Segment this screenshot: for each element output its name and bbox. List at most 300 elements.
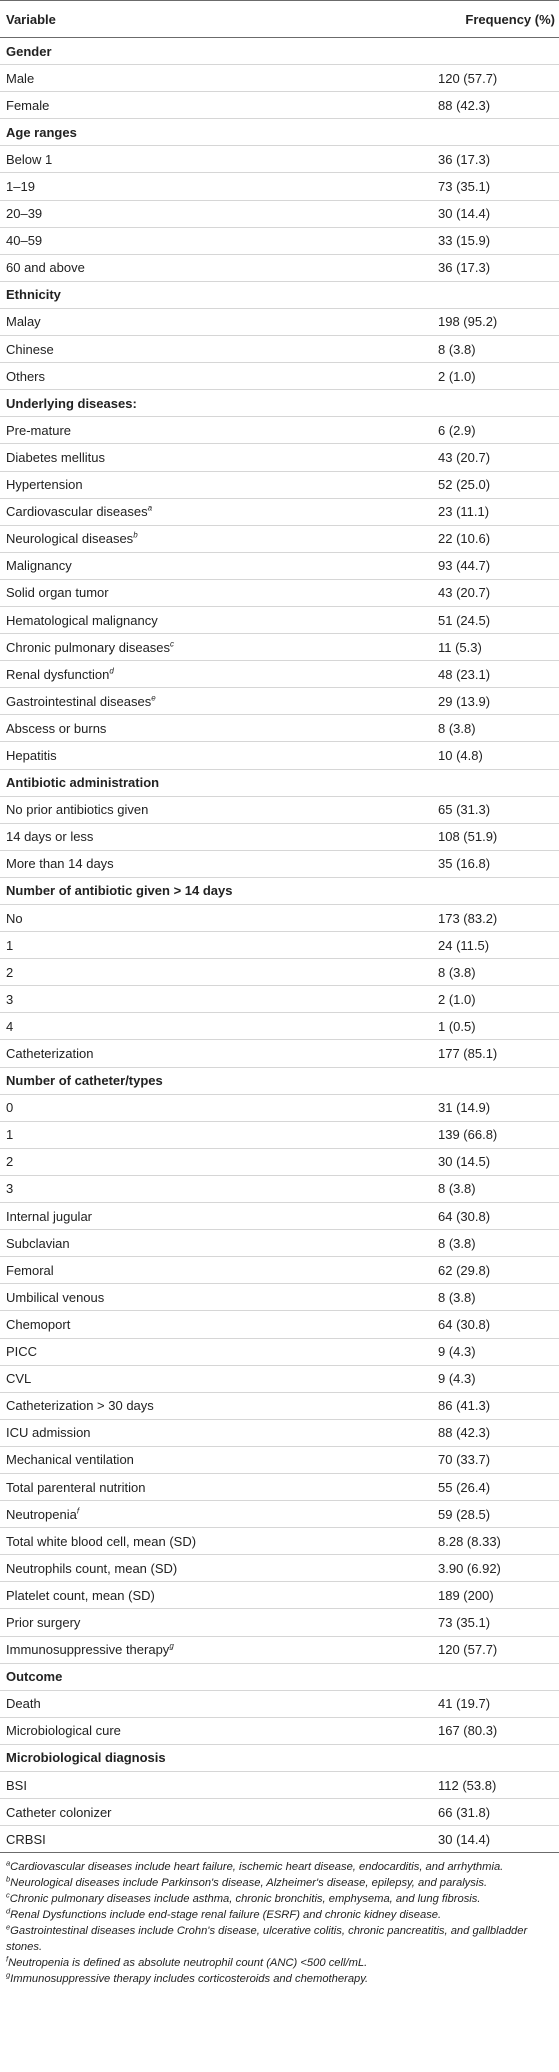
variable-cell (0, 1473, 438, 1500)
footnote (6, 1875, 555, 1891)
variable-cell (0, 1528, 438, 1555)
frequency-cell: 43 (20.7) (438, 444, 559, 471)
variable-label: Female (6, 97, 50, 113)
frequency-cell: 41 (19.7) (438, 1690, 559, 1717)
footnote-text: Neurological diseases include Parkinson's disease, Alzheimer's disease, epilepsy, and paralysis. (10, 1877, 488, 1890)
variable-cell (0, 661, 438, 688)
variable-label: Underlying diseases: (6, 395, 137, 411)
footnote-text: Neutropenia is defined as absolute neutrophil count (ANC) <500 cell/mL. (8, 1957, 368, 1970)
variable-cell (0, 1582, 438, 1609)
footnote (6, 1891, 555, 1907)
frequency-cell: 8 (3.8) (438, 336, 559, 363)
table-row (0, 471, 559, 498)
table-row (0, 715, 559, 742)
section-row (0, 1663, 559, 1690)
variable-label: Diabetes mellitus (6, 449, 105, 465)
frequency-cell: 51 (24.5) (438, 606, 559, 633)
variable-cell (0, 417, 438, 444)
table-row (0, 1636, 559, 1663)
table-row (0, 850, 559, 877)
variable-label: Hepatitis (6, 747, 57, 763)
frequency-cell: 9 (4.3) (438, 1338, 559, 1365)
variable-label: PICC (6, 1344, 38, 1360)
variable-cell (0, 1690, 438, 1717)
variable-cell (0, 363, 438, 390)
variable-cell (0, 1230, 438, 1257)
variable-cell (0, 634, 438, 661)
table-row (0, 1392, 559, 1419)
variable-cell (0, 742, 438, 769)
variable-label: Malay (6, 314, 41, 330)
variable-cell (0, 986, 438, 1013)
footnote-text: Chronic pulmonary diseases include asthma, chronic bronchitis, emphysema, and lung fibrosis. (9, 1893, 481, 1906)
variable-label: Neutrophils count, mean (SD) (6, 1560, 178, 1576)
variable-label: 20–39 (6, 206, 43, 222)
variable-cell (0, 1121, 438, 1148)
frequency-cell (438, 281, 559, 308)
frequency-cell: 35 (16.8) (438, 850, 559, 877)
frequency-cell: 2 (1.0) (438, 363, 559, 390)
frequency-cell: 3.90 (6.92) (438, 1555, 559, 1582)
variable-label: 1–19 (6, 179, 35, 195)
table-row (0, 498, 559, 525)
variable-cell (0, 905, 438, 932)
variable-label: 0 (6, 1100, 14, 1116)
variable-cell (0, 1799, 438, 1826)
frequency-cell: 64 (30.8) (438, 1311, 559, 1338)
variable-cell (0, 498, 438, 525)
frequency-cell (438, 1663, 559, 1690)
table-row (0, 444, 559, 471)
variable-cell (0, 1203, 438, 1230)
frequency-cell: 59 (28.5) (438, 1501, 559, 1528)
footnote-mark: e (6, 1922, 11, 1932)
table-row (0, 634, 559, 661)
footnote (6, 1923, 555, 1955)
footnote-marker: f (76, 1506, 80, 1516)
table-row (0, 1501, 559, 1528)
footnote-marker: g (169, 1641, 174, 1651)
variable-label: Mechanical ventilation (6, 1452, 134, 1468)
frequency-cell: 30 (14.5) (438, 1148, 559, 1175)
table-row (0, 1582, 559, 1609)
header-row (0, 1, 559, 38)
variable-cell (0, 1609, 438, 1636)
variable-cell (0, 1663, 438, 1690)
frequency-cell: 29 (13.9) (438, 688, 559, 715)
variable-cell (0, 390, 438, 417)
table-row (0, 1473, 559, 1500)
table-row (0, 1311, 559, 1338)
variable-label: No prior antibiotics given (6, 802, 149, 818)
variable-label: ICU admission (6, 1425, 91, 1441)
variable-label: Malignancy (6, 558, 72, 574)
frequency-cell (438, 877, 559, 904)
footnote-text: Gastrointestinal diseases include Crohn's disease, ulcerative colitis, chronic pancreatitis, and gallbladder stones. (6, 1925, 528, 1954)
footnote-marker: b (133, 530, 138, 540)
variable-label: Immunosuppressive therapy (6, 1642, 170, 1658)
table-row (0, 579, 559, 606)
frequency-cell: 120 (57.7) (438, 65, 559, 92)
footnote (6, 1859, 555, 1875)
table-row (0, 796, 559, 823)
variable-cell (0, 579, 438, 606)
table-row (0, 661, 559, 688)
frequency-cell: 30 (14.4) (438, 1826, 559, 1853)
variable-cell (0, 92, 438, 119)
variable-cell (0, 1365, 438, 1392)
table-row (0, 308, 559, 335)
footnote (6, 1907, 555, 1923)
footnote-marker: e (151, 693, 156, 703)
variable-label: Renal dysfunction (6, 666, 110, 682)
variable-label: Age ranges (6, 124, 77, 140)
table-row (0, 1826, 559, 1853)
table-row (0, 1419, 559, 1446)
variable-label: Chinese (6, 341, 54, 357)
frequency-cell (438, 1744, 559, 1771)
frequency-cell: 24 (11.5) (438, 932, 559, 959)
table-row (0, 552, 559, 579)
variable-cell (0, 308, 438, 335)
variable-cell (0, 119, 438, 146)
variable-cell (0, 1040, 438, 1067)
variable-label: Neutropenia (6, 1506, 77, 1522)
table-header (0, 1, 559, 38)
table-row (0, 1338, 559, 1365)
variable-cell (0, 1446, 438, 1473)
variable-cell (0, 1067, 438, 1094)
variable-cell (0, 1338, 438, 1365)
table-row (0, 200, 559, 227)
table-row (0, 173, 559, 200)
variable-label: 2 (6, 1154, 14, 1170)
variable-cell (0, 715, 438, 742)
footnotes (0, 1853, 559, 1987)
variable-label: Gender (6, 43, 52, 59)
variable-cell (0, 38, 438, 65)
table-row (0, 525, 559, 552)
variable-label: Ethnicity (6, 287, 61, 303)
variable-label: 60 and above (6, 260, 85, 276)
variable-cell (0, 525, 438, 552)
section-row (0, 38, 559, 65)
variable-label: Number of catheter/types (6, 1073, 163, 1089)
variable-cell (0, 1175, 438, 1202)
footnote-marker: d (109, 666, 114, 676)
table-row (0, 1528, 559, 1555)
variable-cell (0, 254, 438, 281)
table-row (0, 1175, 559, 1202)
table-body (0, 38, 559, 1853)
frequency-cell (438, 119, 559, 146)
variable-label: Total parenteral nutrition (6, 1479, 146, 1495)
variable-label: 4 (6, 1018, 14, 1034)
variable-cell (0, 552, 438, 579)
frequency-cell: 73 (35.1) (438, 1609, 559, 1636)
table-row (0, 336, 559, 363)
variable-label: Others (6, 368, 46, 384)
table-row (0, 1555, 559, 1582)
variable-cell (0, 281, 438, 308)
variable-cell (0, 1636, 438, 1663)
variable-label: 1 (6, 1127, 14, 1143)
variable-label: Below 1 (6, 151, 53, 167)
table-row (0, 1040, 559, 1067)
table-row (0, 1446, 559, 1473)
frequency-cell: 8 (3.8) (438, 1284, 559, 1311)
variable-label: Chronic pulmonary diseases (6, 639, 171, 655)
variable-label: No (6, 910, 23, 926)
variable-cell (0, 959, 438, 986)
frequency-cell: 108 (51.9) (438, 823, 559, 850)
variable-cell (0, 1094, 438, 1121)
table-row (0, 92, 559, 119)
variable-cell (0, 1744, 438, 1771)
variable-cell (0, 1717, 438, 1744)
footnote-marker: a (147, 503, 153, 513)
variable-cell (0, 688, 438, 715)
variable-cell (0, 1257, 438, 1284)
variable-label: Outcome (6, 1669, 63, 1685)
frequency-cell: 23 (11.1) (438, 498, 559, 525)
variable-label: Femoral (6, 1262, 54, 1278)
table-row (0, 1094, 559, 1121)
variable-label: Death (6, 1696, 41, 1712)
footnote-mark: d (6, 1906, 11, 1916)
variable-label: Cardiovascular diseases (6, 504, 148, 520)
frequency-cell: 30 (14.4) (438, 200, 559, 227)
frequency-cell: 33 (15.9) (438, 227, 559, 254)
variable-cell (0, 877, 438, 904)
frequency-cell: 139 (66.8) (438, 1121, 559, 1148)
variable-label: Catheterization (6, 1046, 94, 1062)
variable-cell (0, 1311, 438, 1338)
frequency-cell: 11 (5.3) (438, 634, 559, 661)
variable-cell (0, 65, 438, 92)
variable-label: BSI (6, 1777, 27, 1793)
frequency-cell: 173 (83.2) (438, 905, 559, 932)
variable-cell (0, 823, 438, 850)
frequency-cell: 177 (85.1) (438, 1040, 559, 1067)
section-row (0, 1067, 559, 1094)
frequency-cell: 8.28 (8.33) (438, 1528, 559, 1555)
variable-label: Neurological diseases (6, 531, 134, 547)
variable-cell (0, 200, 438, 227)
variable-label: Chemoport (6, 1316, 71, 1332)
frequency-cell: 8 (3.8) (438, 1230, 559, 1257)
variable-label: More than 14 days (6, 856, 114, 872)
table-row (0, 688, 559, 715)
footnote-marker: c (170, 639, 175, 649)
variable-cell (0, 1013, 438, 1040)
variable-label: 1 (6, 937, 14, 953)
frequency-cell (438, 1067, 559, 1094)
variable-cell (0, 850, 438, 877)
variable-label: 2 (6, 964, 14, 980)
variable-label: Catheter colonizer (6, 1804, 112, 1820)
frequency-cell: 9 (4.3) (438, 1365, 559, 1392)
variable-label: Umbilical venous (6, 1289, 105, 1305)
table-row (0, 1799, 559, 1826)
footnote (6, 1955, 555, 1971)
variable-label: Subclavian (6, 1235, 70, 1251)
frequency-cell: 2 (1.0) (438, 986, 559, 1013)
variable-cell (0, 769, 438, 796)
table-row (0, 932, 559, 959)
variable-cell (0, 932, 438, 959)
table-row (0, 417, 559, 444)
frequency-cell: 10 (4.8) (438, 742, 559, 769)
frequency-cell (438, 390, 559, 417)
frequency-cell: 93 (44.7) (438, 552, 559, 579)
frequency-cell: 43 (20.7) (438, 579, 559, 606)
variable-label: 14 days or less (6, 829, 94, 845)
footnote-mark: g (6, 1970, 11, 1980)
frequency-cell: 88 (42.3) (438, 92, 559, 119)
frequency-cell: 8 (3.8) (438, 1175, 559, 1202)
frequency-cell: 64 (30.8) (438, 1203, 559, 1230)
frequency-cell: 55 (26.4) (438, 1473, 559, 1500)
variable-label: Total white blood cell, mean (SD) (6, 1533, 197, 1549)
footnote-mark: c (6, 1890, 10, 1900)
variable-label: Prior surgery (6, 1614, 81, 1630)
variable-cell (0, 796, 438, 823)
variable-cell (0, 471, 438, 498)
variable-label: Platelet count, mean (SD) (6, 1587, 155, 1603)
variable-cell (0, 227, 438, 254)
variable-label: Antibiotic administration (6, 775, 160, 791)
variable-label: Catheterization > 30 days (6, 1398, 154, 1414)
table-row (0, 986, 559, 1013)
variable-cell (0, 1826, 438, 1853)
variable-cell (0, 1392, 438, 1419)
frequency-cell: 198 (95.2) (438, 308, 559, 335)
table-row (0, 606, 559, 633)
variable-cell (0, 606, 438, 633)
frequency-cell: 8 (3.8) (438, 959, 559, 986)
header-frequency: Frequency (%) (438, 1, 559, 38)
variable-cell (0, 1555, 438, 1582)
variable-label: Solid organ tumor (6, 585, 109, 601)
footnote-text: Immunosuppressive therapy includes corticosteroids and chemotherapy. (10, 1973, 369, 1986)
variable-label: 3 (6, 1181, 14, 1197)
variable-cell (0, 1419, 438, 1446)
section-row (0, 119, 559, 146)
frequency-cell: 52 (25.0) (438, 471, 559, 498)
footnote (6, 1971, 555, 1987)
table-row (0, 1690, 559, 1717)
variable-cell (0, 336, 438, 363)
footnote-mark: b (6, 1874, 11, 1884)
variable-label: Hypertension (6, 477, 83, 493)
frequency-cell: 22 (10.6) (438, 525, 559, 552)
variable-label: Number of antibiotic given > 14 days (6, 883, 233, 899)
variable-label: 3 (6, 991, 14, 1007)
section-row (0, 390, 559, 417)
table-row (0, 905, 559, 932)
frequency-cell: 189 (200) (438, 1582, 559, 1609)
frequency-cell: 8 (3.8) (438, 715, 559, 742)
table-row (0, 1230, 559, 1257)
table-row (0, 1121, 559, 1148)
frequency-cell: 88 (42.3) (438, 1419, 559, 1446)
table-row (0, 1013, 559, 1040)
variable-label: Gastrointestinal diseases (6, 693, 152, 709)
table-row (0, 1717, 559, 1744)
variable-label: Microbiological diagnosis (6, 1750, 166, 1766)
variable-label: CRBSI (6, 1831, 46, 1847)
table-row (0, 1284, 559, 1311)
variable-label: Hematological malignancy (6, 612, 158, 628)
table-row (0, 1365, 559, 1392)
frequency-cell: 86 (41.3) (438, 1392, 559, 1419)
frequency-cell: 62 (29.8) (438, 1257, 559, 1284)
variable-label: CVL (6, 1371, 32, 1387)
section-row (0, 281, 559, 308)
section-row (0, 1744, 559, 1771)
footnote-text: Cardiovascular diseases include heart failure, ischemic heart disease, endocarditis, and arrhythmia. (10, 1861, 504, 1874)
variable-cell (0, 1772, 438, 1799)
variable-label: Abscess or burns (6, 720, 107, 736)
table-row (0, 959, 559, 986)
frequency-cell: 70 (33.7) (438, 1446, 559, 1473)
footnote-text: Renal Dysfunctions include end-stage renal failure (ESRF) and chronic kidney disease. (10, 1909, 442, 1922)
frequency-cell: 112 (53.8) (438, 1772, 559, 1799)
frequency-cell: 1 (0.5) (438, 1013, 559, 1040)
table-row (0, 1609, 559, 1636)
frequency-cell: 120 (57.7) (438, 1636, 559, 1663)
table-row (0, 1148, 559, 1175)
table-row (0, 363, 559, 390)
variable-cell (0, 444, 438, 471)
footnote-mark: f (6, 1954, 9, 1964)
variable-cell (0, 173, 438, 200)
section-row (0, 769, 559, 796)
frequency-cell: 65 (31.3) (438, 796, 559, 823)
variable-label: Male (6, 70, 35, 86)
variable-cell (0, 1501, 438, 1528)
variable-label: Pre-mature (6, 422, 72, 438)
variable-label: Microbiological cure (6, 1723, 121, 1739)
frequency-cell: 31 (14.9) (438, 1094, 559, 1121)
footnote-mark: a (6, 1858, 11, 1868)
variable-label: Internal jugular (6, 1208, 92, 1224)
header-variable: Variable (0, 1, 438, 38)
frequency-cell (438, 38, 559, 65)
variable-label: 40–59 (6, 233, 43, 249)
frequency-cell (438, 769, 559, 796)
variable-cell (0, 1148, 438, 1175)
table-row (0, 1203, 559, 1230)
table-row (0, 254, 559, 281)
table-row (0, 146, 559, 173)
variable-cell (0, 146, 438, 173)
frequency-cell: 48 (23.1) (438, 661, 559, 688)
table-row (0, 227, 559, 254)
frequency-cell: 6 (2.9) (438, 417, 559, 444)
variable-cell (0, 1284, 438, 1311)
section-row (0, 877, 559, 904)
frequency-cell: 73 (35.1) (438, 173, 559, 200)
frequency-cell: 167 (80.3) (438, 1717, 559, 1744)
frequency-cell: 66 (31.8) (438, 1799, 559, 1826)
table-row (0, 1257, 559, 1284)
frequency-cell: 36 (17.3) (438, 146, 559, 173)
frequency-cell: 36 (17.3) (438, 254, 559, 281)
table-row (0, 742, 559, 769)
table-row (0, 65, 559, 92)
